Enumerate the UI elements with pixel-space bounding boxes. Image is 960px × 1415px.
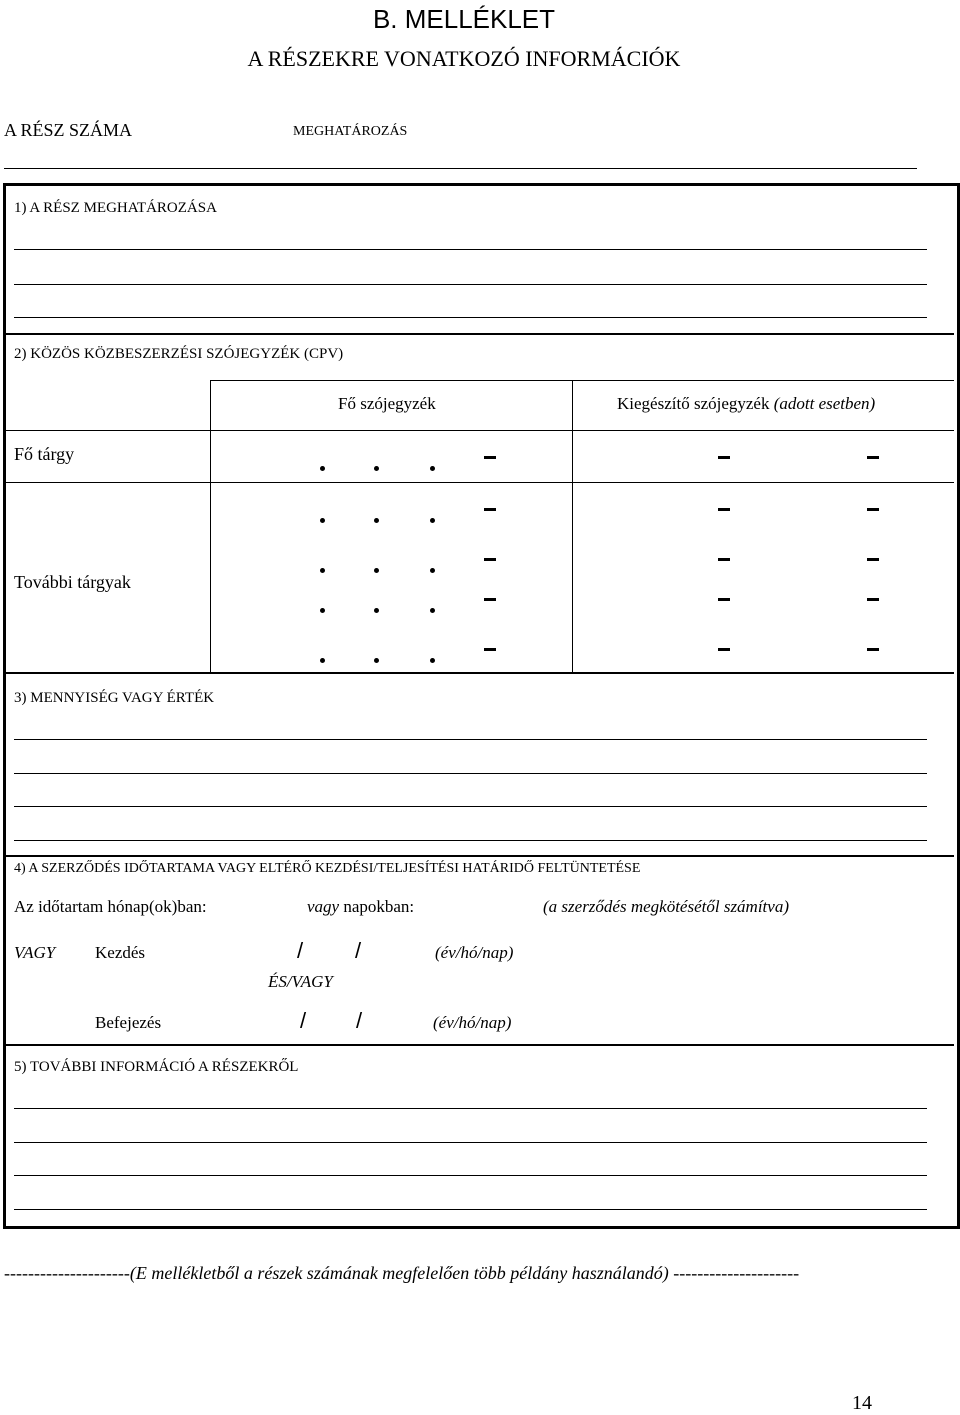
cpv-digit-dot xyxy=(430,658,435,663)
start-date-slash-1: / xyxy=(297,938,304,963)
cpv-supp-dash xyxy=(867,598,879,601)
end-date-slash-2: / xyxy=(356,1008,363,1033)
cpv-digit-dot xyxy=(374,466,379,471)
cpv-table-top xyxy=(210,380,954,381)
cpv-digit-dot xyxy=(320,658,325,663)
part-definition-line[interactable] xyxy=(4,168,917,169)
annex-subtitle: A RÉSZEKRE VONATKOZÓ INFORMÁCIÓK xyxy=(247,46,681,71)
cpv-supp-dash xyxy=(867,508,879,511)
start-label: Kezdés xyxy=(95,943,146,962)
end-date-slash-1: / xyxy=(300,1008,307,1033)
footer-note: ---------------------(E mellékletből a részek számának megfelelően több példány használandó) --------------------- xyxy=(4,1263,800,1283)
cpv-supp-dash xyxy=(867,456,879,459)
page-number: 14 xyxy=(852,1392,872,1414)
section-divider xyxy=(6,855,954,857)
section1-line-2[interactable] xyxy=(14,284,927,285)
section-divider xyxy=(6,672,954,674)
part-number-label: A RÉSZ SZÁMA xyxy=(4,120,133,140)
col-main-vocabulary: Fő szójegyzék xyxy=(338,394,436,413)
annex-title: B. MELLÉKLET xyxy=(372,4,556,34)
section5-line-2[interactable] xyxy=(14,1142,927,1143)
end-date-format: (év/hó/nap) xyxy=(433,1013,512,1032)
cpv-supp-dash xyxy=(867,558,879,561)
cpv-digit-dot xyxy=(320,608,325,613)
cpv-header-bottom xyxy=(6,430,954,431)
vagy-label: VAGY xyxy=(14,943,56,962)
and-or-label: ÉS/VAGY xyxy=(268,972,333,991)
start-date-format: (év/hó/nap) xyxy=(435,943,514,962)
cpv-digit-dot xyxy=(430,568,435,573)
cpv-digit-dot xyxy=(320,466,325,471)
cpv-supp-dash xyxy=(718,456,730,459)
cpv-supp-dash xyxy=(718,558,730,561)
cpv-table-mid-border xyxy=(572,380,573,672)
duration-months-label: Az időtartam hónap(ok)ban: xyxy=(14,897,207,916)
section-divider xyxy=(6,333,954,335)
cpv-supp-dash xyxy=(718,508,730,511)
section3-line-2[interactable] xyxy=(14,773,927,774)
cpv-main-dash xyxy=(484,558,496,561)
cpv-supp-dash xyxy=(867,648,879,651)
definition-label: MEGHATÁROZÁS xyxy=(293,124,408,139)
cpv-main-dash xyxy=(484,598,496,601)
section3-line-4[interactable] xyxy=(14,840,927,841)
cpv-digit-dot xyxy=(320,568,325,573)
section4-title: 4) A SZERZŐDÉS IDŐTARTAMA VAGY ELTÉRŐ KEZDÉSI/TELJESÍTÉSI HATÁRIDŐ FELTÜNTETÉSE xyxy=(14,861,641,876)
from-contract-note: (a szerződés megkötésétől számítva) xyxy=(543,897,789,916)
col-supplementary-vocabulary: Kiegészítő szójegyzék (adott esetben) xyxy=(617,394,876,413)
cpv-main-row-bottom xyxy=(6,482,954,483)
section2-title: 2) KÖZÖS KÖZBESZERZÉSI SZÓJEGYZÉK (CPV) xyxy=(14,346,344,362)
section3-title: 3) MENNYISÉG VAGY ÉRTÉK xyxy=(14,690,215,706)
cpv-digit-dot xyxy=(430,518,435,523)
start-date-slash-2: / xyxy=(355,938,362,963)
section3-line-3[interactable] xyxy=(14,806,927,807)
section1-line-3[interactable] xyxy=(14,317,927,318)
section1-title: 1) A RÉSZ MEGHATÁROZÁSA xyxy=(14,200,217,216)
cpv-digit-dot xyxy=(320,518,325,523)
cpv-main-dash xyxy=(484,456,496,459)
cpv-digit-dot xyxy=(374,518,379,523)
section3-line-1[interactable] xyxy=(14,739,927,740)
section-divider xyxy=(6,1044,954,1046)
cpv-digit-dot xyxy=(374,568,379,573)
cpv-table-left-border xyxy=(210,380,211,672)
row-main-object: Fő tárgy xyxy=(14,444,75,464)
cpv-supp-dash xyxy=(718,598,730,601)
section5-line-4[interactable] xyxy=(14,1209,927,1210)
cpv-digit-dot xyxy=(430,608,435,613)
section5-line-3[interactable] xyxy=(14,1175,927,1176)
cpv-digit-dot xyxy=(374,608,379,613)
section5-line-1[interactable] xyxy=(14,1108,927,1109)
cpv-supp-dash xyxy=(718,648,730,651)
section1-line-1[interactable] xyxy=(14,249,927,250)
cpv-main-dash xyxy=(484,508,496,511)
section5-title: 5) TOVÁBBI INFORMÁCIÓ A RÉSZEKRŐL xyxy=(14,1059,299,1075)
end-label: Befejezés xyxy=(95,1013,162,1032)
row-additional-objects: További tárgyak xyxy=(14,572,131,592)
duration-days-label: vagy napokban: xyxy=(307,897,415,916)
cpv-digit-dot xyxy=(430,466,435,471)
cpv-digit-dot xyxy=(374,658,379,663)
cpv-main-dash xyxy=(484,648,496,651)
